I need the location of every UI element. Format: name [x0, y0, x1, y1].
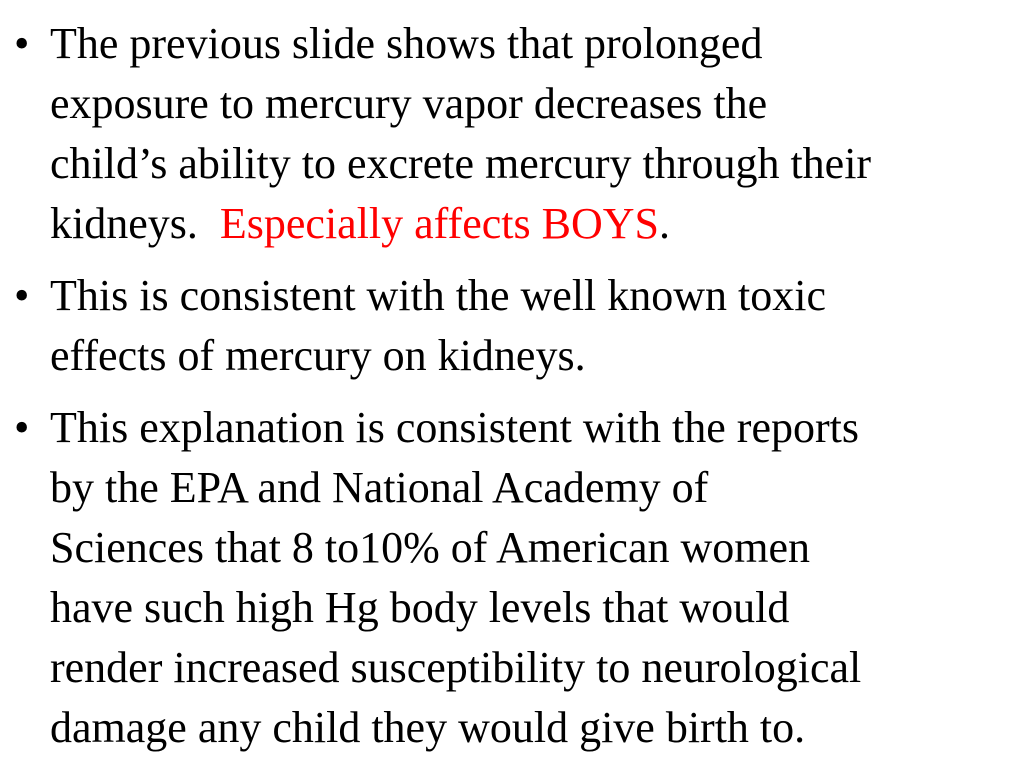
- bullet-dot-icon: •: [14, 271, 30, 320]
- bullet-1-line-3: child’s ability to excrete mercury through their: [50, 139, 872, 188]
- bullet-1-line-4-prefix: kidneys.: [50, 199, 220, 248]
- bullet-3-line-4: have such high Hg body levels that would: [50, 583, 790, 632]
- bullet-3-line-3: Sciences that 8 to10% of American women: [50, 523, 811, 572]
- bullet-3-line-2: by the EPA and National Academy of: [50, 463, 709, 512]
- bullet-item-kidney-excretion: [14, 14, 1018, 254]
- bullet-list: [14, 14, 1018, 758]
- emphasis-boys: Especially affects BOYS: [219, 199, 659, 248]
- bullet-dot-icon: •: [14, 19, 30, 68]
- bullet-2-line-1: This is consistent with the well known toxic: [50, 271, 827, 320]
- bullet-2-line-2: effects of mercury on kidneys.: [50, 331, 586, 380]
- bullet-1-line-1: The previous slide shows that prolonged: [50, 19, 763, 68]
- bullet-3-line-5: render increased susceptibility to neurological: [50, 643, 862, 692]
- bullet-item-epa-reports: [14, 398, 1018, 758]
- bullet-1-suffix: .: [658, 199, 670, 248]
- bullet-1-line-4: [50, 194, 1018, 254]
- bullet-3-line-1: This explanation is consistent with the reports: [50, 403, 859, 452]
- bullet-item-toxic-effects: [14, 266, 1018, 386]
- bullet-3-line-6: damage any child they would give birth to.: [50, 703, 806, 752]
- bullet-1-line-2: exposure to mercury vapor decreases the: [50, 79, 768, 128]
- bullet-dot-icon: •: [14, 403, 30, 452]
